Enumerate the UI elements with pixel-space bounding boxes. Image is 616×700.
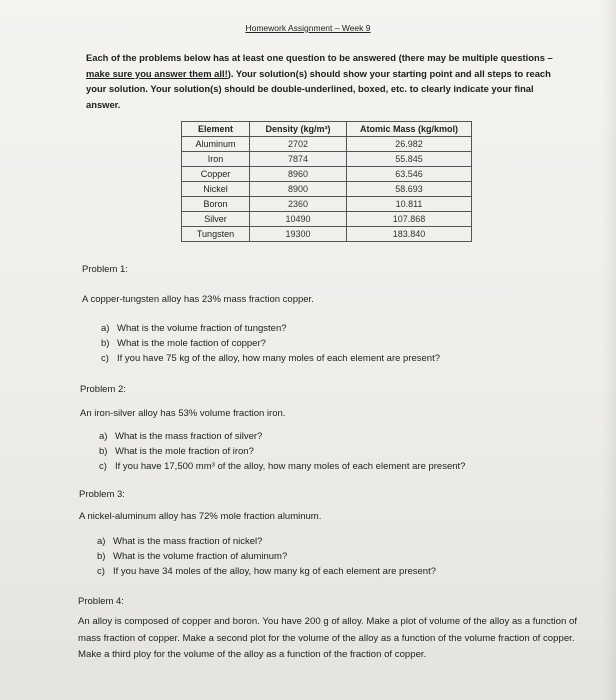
problem-3-question-c bbox=[97, 566, 436, 577]
problem-4-heading: Problem 4: bbox=[78, 596, 124, 607]
question-label: a) bbox=[101, 323, 110, 334]
question-label: b) bbox=[101, 338, 110, 349]
table-row bbox=[182, 227, 472, 242]
question-label: c) bbox=[97, 566, 105, 577]
cell-element: Iron bbox=[182, 152, 250, 167]
cell-density: 10490 bbox=[250, 212, 347, 227]
header-density: Density (kg/m³) bbox=[250, 122, 347, 137]
page-edge-shadow bbox=[602, 0, 616, 700]
question-label: c) bbox=[99, 461, 107, 472]
cell-atomic-mass: 63.546 bbox=[347, 167, 472, 182]
cell-density: 8900 bbox=[250, 182, 347, 197]
header-atomic-mass: Atomic Mass (kg/kmol) bbox=[347, 122, 472, 137]
question-text: What is the mole faction of copper? bbox=[117, 338, 266, 349]
cell-atomic-mass: 10.811 bbox=[347, 197, 472, 212]
problem-3-heading: Problem 3: bbox=[79, 489, 125, 500]
table-row bbox=[182, 212, 472, 227]
instructions-underlined: make sure you answer them all! bbox=[86, 67, 228, 79]
cell-atomic-mass: 183.840 bbox=[347, 227, 472, 242]
question-label: b) bbox=[97, 551, 106, 562]
cell-atomic-mass: 58.693 bbox=[347, 182, 472, 197]
table-header-row bbox=[182, 122, 472, 137]
question-text: What is the volume fraction of tungsten? bbox=[117, 323, 287, 334]
question-text: If you have 75 kg of the alloy, how many moles of each element are present? bbox=[117, 353, 441, 364]
problem-1-heading: Problem 1: bbox=[82, 264, 128, 275]
problem-1-question-a bbox=[101, 323, 287, 334]
problem-2-heading: Problem 2: bbox=[80, 384, 126, 395]
cell-element: Tungsten bbox=[182, 227, 250, 242]
question-text: What is the volume fraction of aluminum? bbox=[113, 551, 288, 562]
cell-density: 7874 bbox=[250, 152, 347, 167]
cell-density: 2360 bbox=[250, 197, 347, 212]
question-text: If you have 17,500 mm³ of the alloy, how many moles of each element are present? bbox=[115, 461, 466, 472]
page-title: Homework Assignment – Week 9 bbox=[245, 23, 371, 33]
question-label: b) bbox=[99, 446, 108, 457]
instructions-paragraph bbox=[86, 50, 556, 112]
problem-1-question-b bbox=[101, 338, 266, 349]
problem-3-question-a bbox=[97, 536, 262, 547]
problem-1-statement: A copper-tungsten alloy has 23% mass fraction copper. bbox=[82, 294, 314, 305]
cell-atomic-mass: 26.982 bbox=[347, 137, 472, 152]
question-text: If you have 34 moles of the alloy, how many kg of each element are present? bbox=[113, 566, 437, 577]
cell-element: Copper bbox=[182, 167, 250, 182]
question-text: What is the mass fraction of silver? bbox=[115, 431, 263, 442]
problem-2-question-c bbox=[99, 461, 465, 472]
cell-element: Silver bbox=[182, 212, 250, 227]
problem-2-statement: An iron-silver alloy has 53% volume fraction iron. bbox=[80, 408, 286, 419]
header-element: Element bbox=[182, 122, 250, 137]
table-row bbox=[182, 152, 472, 167]
cell-element: Nickel bbox=[182, 182, 250, 197]
cell-atomic-mass: 107.868 bbox=[347, 212, 472, 227]
table-row bbox=[182, 167, 472, 182]
cell-element: Aluminum bbox=[182, 137, 250, 152]
question-label: a) bbox=[97, 536, 106, 547]
element-properties-table bbox=[181, 121, 472, 242]
table-row bbox=[182, 182, 472, 197]
problem-4-statement: An alloy is composed of copper and boron. You have 200 g of alloy. Make a plot of volume of the alloy as a function of mass fraction of copper. Make a second plot for the volume of the alloy as a function of the volume fraction of copper. Make a third ploy for the volume of the alloy as a function of the fraction of copper. bbox=[78, 616, 578, 660]
question-label: c) bbox=[101, 353, 109, 364]
problem-3-statement: A nickel-aluminum alloy has 72% mole fraction aluminum. bbox=[79, 511, 322, 522]
instructions-text-2: ). Your solution(s) should show your starting point and all steps to reach your solution. Your solution(s) should be double-underlined, boxed, etc. to clearly indicate your final answer. bbox=[86, 67, 551, 110]
problem-2-question-b bbox=[99, 446, 254, 457]
problem-2-question-a bbox=[99, 431, 262, 442]
question-label: a) bbox=[99, 431, 108, 442]
instructions-text-1: Each of the problems below has at least one question to be answered (there may be multiple questions – bbox=[86, 52, 553, 63]
cell-density: 8960 bbox=[250, 167, 347, 182]
cell-element: Boron bbox=[182, 197, 250, 212]
table-row bbox=[182, 137, 472, 152]
problem-1-question-c bbox=[101, 353, 440, 364]
cell-density: 19300 bbox=[250, 227, 347, 242]
cell-atomic-mass: 55.845 bbox=[347, 152, 472, 167]
cell-density: 2702 bbox=[250, 137, 347, 152]
question-text: What is the mole fraction of iron? bbox=[115, 446, 254, 457]
question-text: What is the mass fraction of nickel? bbox=[113, 536, 263, 547]
problem-3-question-b bbox=[97, 551, 287, 562]
table-row bbox=[182, 197, 472, 212]
